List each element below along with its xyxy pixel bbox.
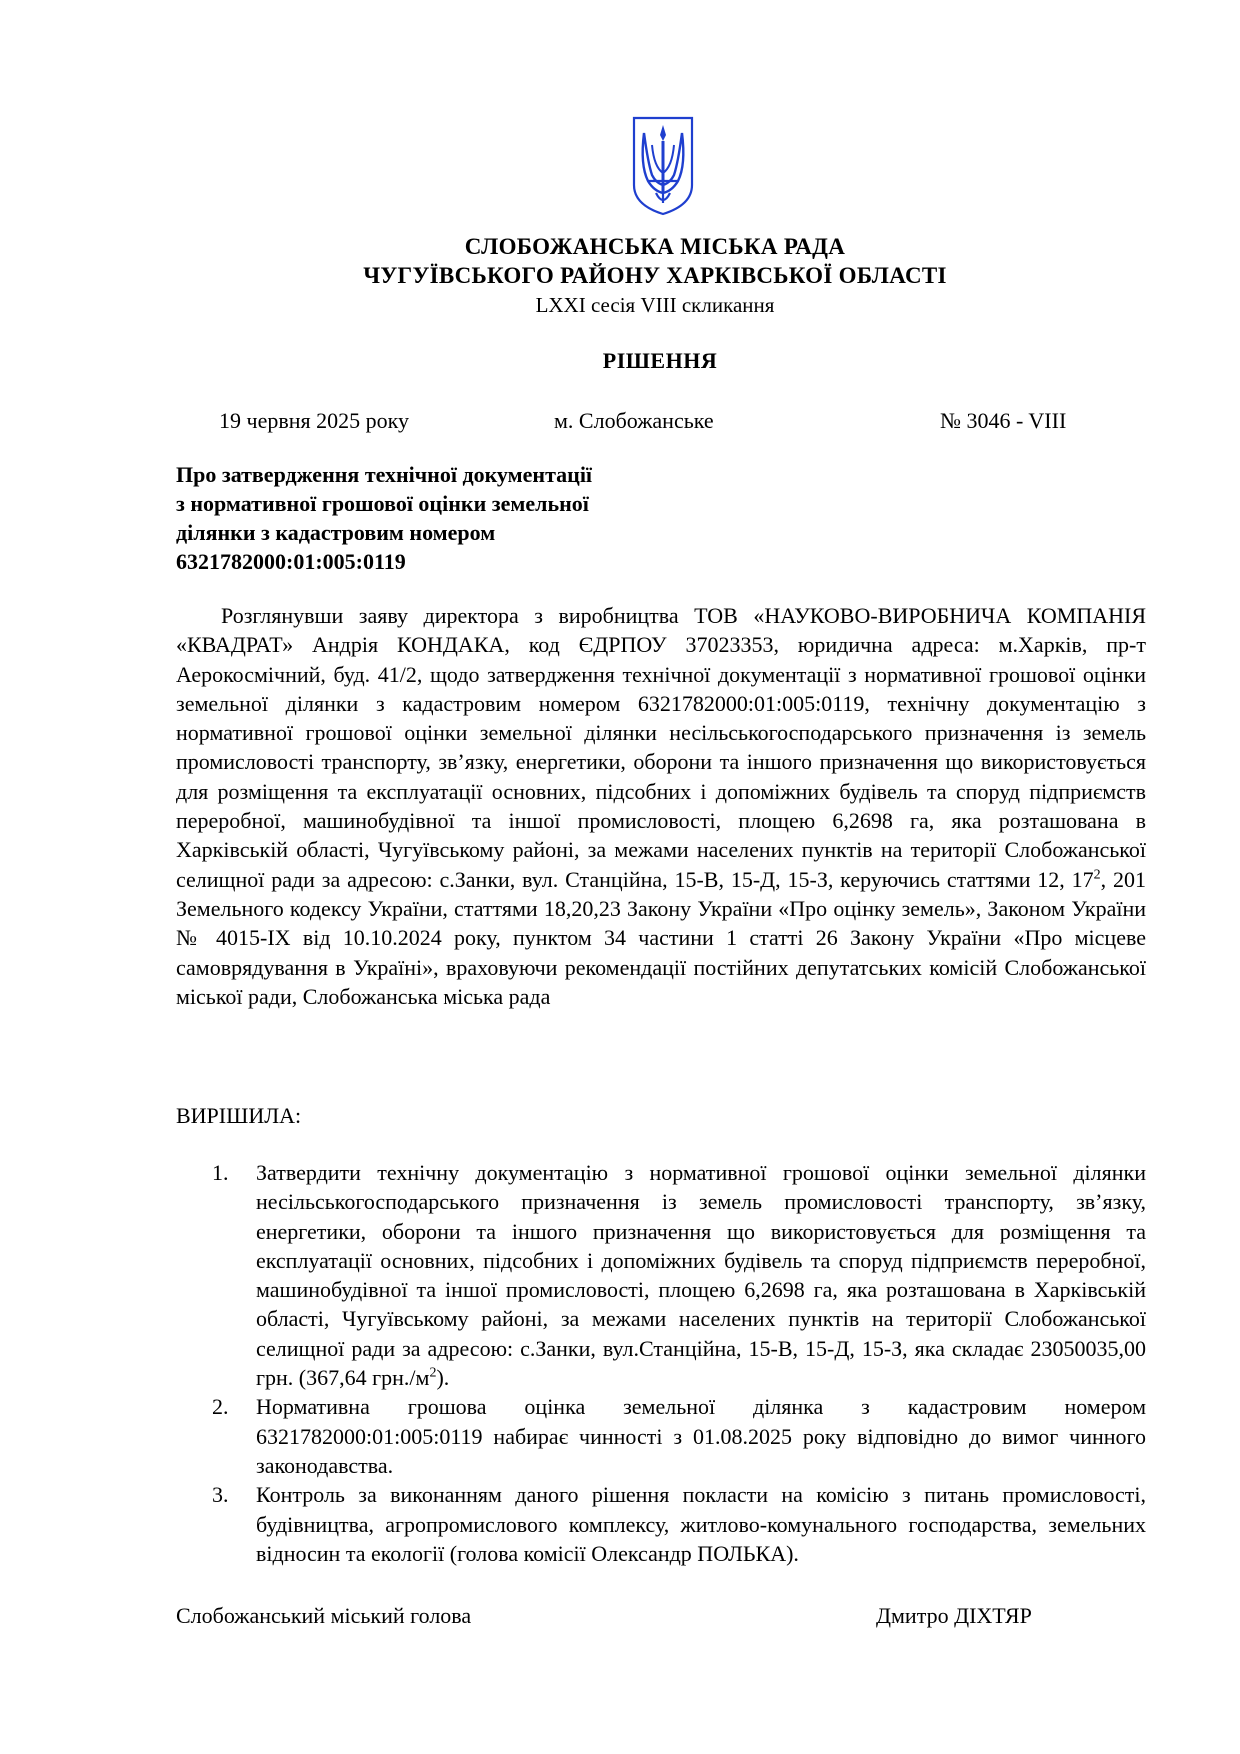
resolution-item	[176, 1480, 1146, 1568]
resolution-item	[176, 1392, 1146, 1480]
signatory-position: Слобожанський міський голова	[176, 1603, 472, 1628]
title-line: Про затвердження технічної документації	[176, 462, 593, 487]
item-number: 3.	[212, 1482, 229, 1508]
preamble-text-part1: Розглянувши заяву директора з виробництва ТОВ «НАУКОВО-ВИРОБНИЧА КОМПАНІЯ «КВАДРАТ» Андрія КОНДАКА, код ЄДРПОУ 37023353, юридична адреса: м.Харків, пр-т Аерокосмічний, буд. 41/2, щодо затвердження технічної документації з нормативної грошової оцінки земельної ділянки з кадастровим номером 6321782000:01:005:0119, технічну документацію з нормативної грошової оцінки земельної ділянки несільськогосподарського призначення із земель промисловості транспорту, зв’язку, енергетики, оборони та іншого призначення що використовується для розміщення та експлуатації основних, підсобних і допоміжних будівель та споруд підприємств переробної, машинобудівної та іншої промисловості, площею 6,2698 га, яка розташована в Харківській області, Чугуївському районі, за межами населених пунктів на території Слобожанської селищної ради за адресою: с.Занки, вул. Станційна, 15-В, 15-Д, 15-З, керуючись статтями 12, 17	[176, 603, 1146, 892]
resolution-items	[176, 1158, 1146, 1568]
preamble-text-part2: , 201 Земельного кодексу України, статтями 18,20,23 Закону України «Про оцінку земель», Законом України № 4015-IX від 10.10.2024 року, пунктом 34 частини 1 статті 26 Закону України «Про місцеве самоврядування в Україні», враховуючи рекомендації постійних депутатських комісій Слобожанської міської ради, Слобожанська міська рада	[176, 866, 1146, 1009]
session-label: LXXI сесія VIII скликання	[535, 293, 775, 317]
decision-number: № 3046 - VIII	[940, 408, 1067, 433]
item-text: Контроль за виконанням даного рішення покласти на комісію з питань промисловості, будівництва, агропромислового комплексу, житлово-комунального господарства, земельних відносин та екології (голова комісії Олександр ПОЛЬКА).	[256, 1482, 1146, 1566]
item-text: Затвердити технічну документацію з нормативної грошової оцінки земельної ділянки несільськогосподарського призначення із земель промисловості транспорту, зв’язку, енергетики, оборони та іншого призначення що використовується для розміщення та експлуатації основних, підсобних і допоміжних будівель та споруд підприємств переробної, машинобудівної та іншої промисловості, площею 6,2698 га, яка розташована в Харківській області, Чугуївському районі, за межами населених пунктів на території Слобожанської селищної ради за адресою: с.Занки, вул.Станційна, 15-В, 15-Д, 15-З, яка складає 23050035,00 грн. (367,64 грн./м	[256, 1160, 1146, 1391]
title-line: з нормативної грошової оцінки земельної	[176, 491, 589, 516]
title-line: ділянки з кадастровим номером	[176, 520, 496, 545]
decision-title	[176, 460, 736, 576]
item-number: 2.	[212, 1394, 229, 1420]
decision-heading: РІШЕННЯ	[602, 348, 718, 373]
decision-dateline	[0, 406, 1240, 436]
council-region: ЧУГУЇВСЬКОГО РАЙОНУ ХАРКІВСЬКОЇ ОБЛАСТІ	[363, 263, 947, 288]
item-tail: ).	[436, 1365, 450, 1391]
preamble-superscript: 2	[1093, 867, 1101, 883]
council-name: СЛОБОЖАНСЬКА МІСЬКА РАДА	[464, 234, 846, 259]
trident-emblem-icon	[630, 115, 696, 216]
resolved-label: ВИРІШИЛА:	[176, 1103, 302, 1128]
decision-date: 19 червня 2025 року	[219, 408, 409, 433]
title-line: 6321782000:01:005:0119	[176, 549, 406, 574]
council-header	[0, 232, 1240, 320]
item-superscript: 2	[429, 1365, 437, 1381]
preamble-paragraph	[176, 601, 1146, 1011]
item-text: Нормативна грошова оцінка земельної ділянка з кадастровим номером 6321782000:01:005:0119 набирає чинності з 01.08.2025 року відповідно до вимог чинного законодавства.	[256, 1394, 1146, 1478]
item-number: 1.	[212, 1160, 229, 1185]
resolution-item	[176, 1158, 1146, 1392]
signatory-name: Дмитро ДІХТЯР	[876, 1603, 1032, 1628]
decision-place: м. Слобожанське	[554, 408, 714, 433]
